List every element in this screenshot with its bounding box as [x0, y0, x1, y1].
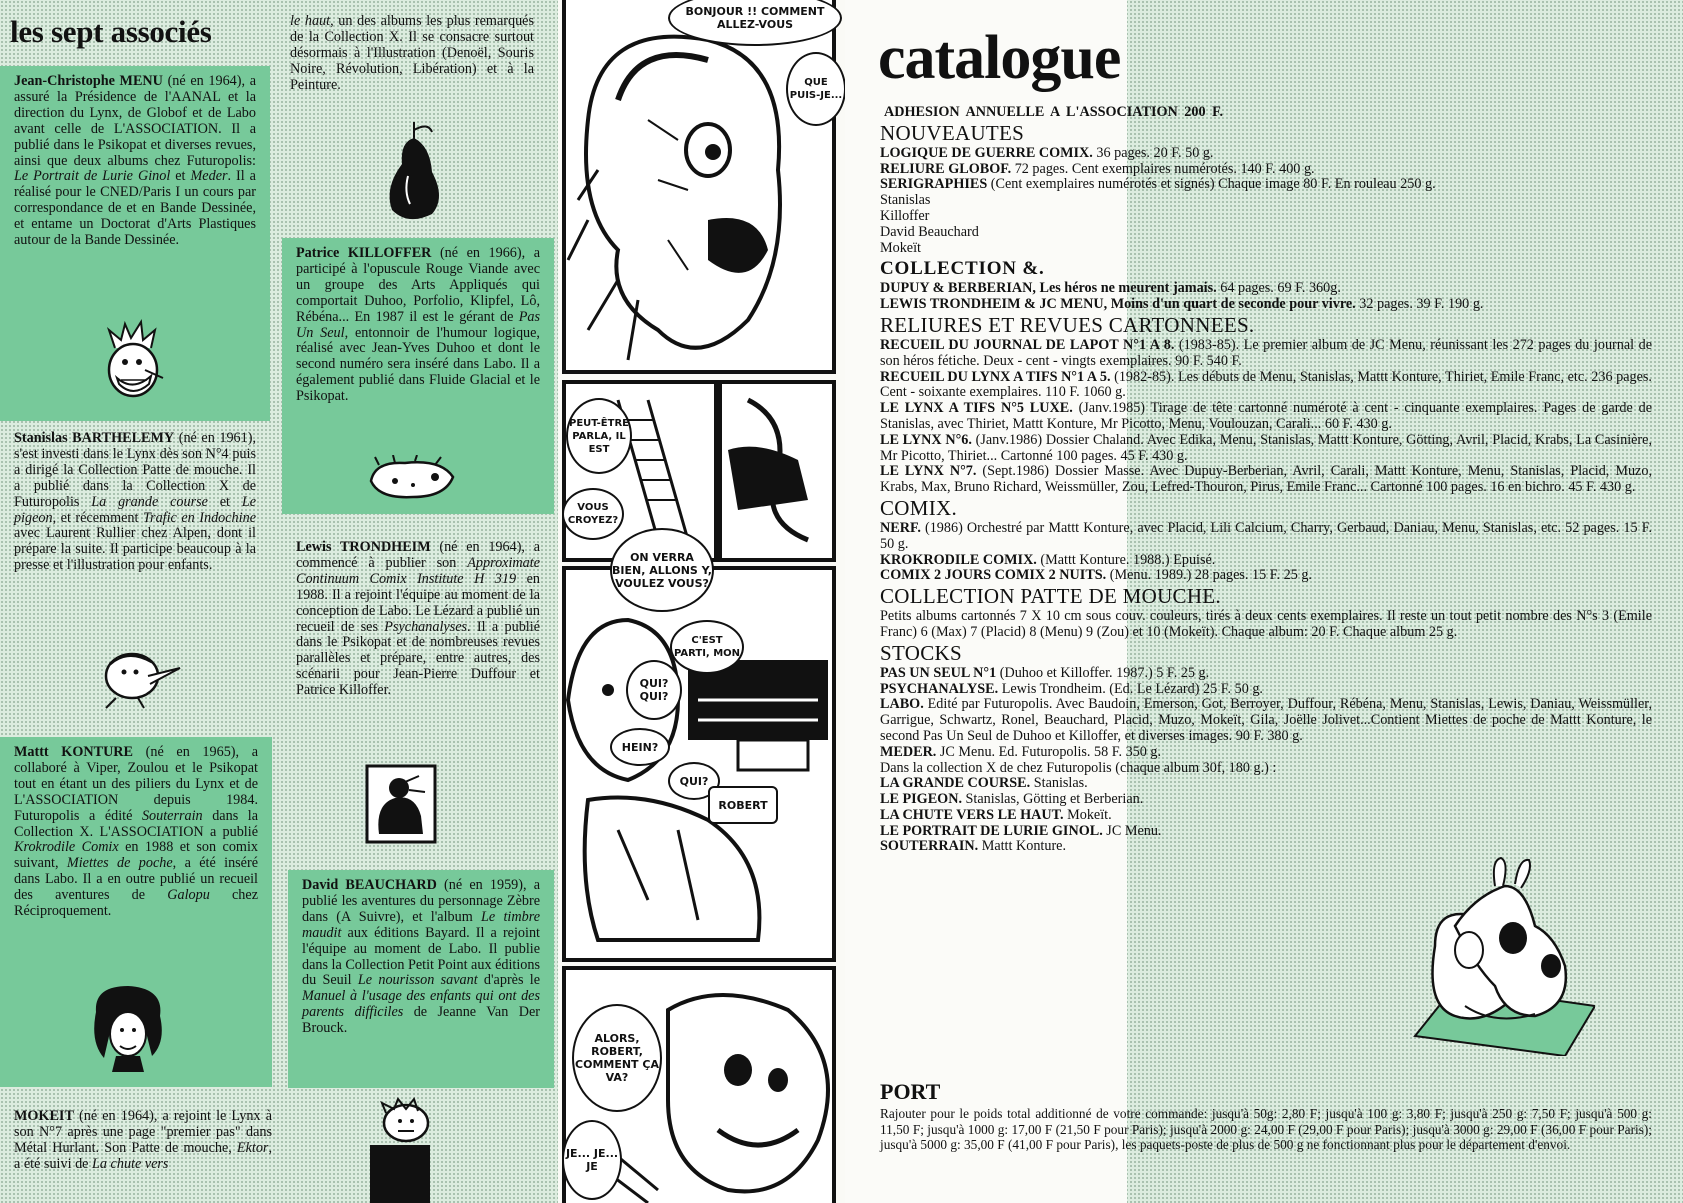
catalogue-item-title: MEDER.	[880, 743, 937, 760]
bio-title: Ektor	[236, 1139, 269, 1156]
catalogue-item	[880, 225, 1652, 241]
bio-mokeit-continued	[276, 6, 548, 121]
catalogue-item-details: Dans la collection X de chez Futuropolis (chaque album 30f, 180 g.) :	[880, 759, 1277, 776]
catalogue-item	[880, 761, 1652, 777]
catalogue-item-details: (1986) Orchestré par Mattt Konture, avec Placid, Lili Calcium, Charry, Gerbaud, Daniau, Menu, Stanislas, etc. 52 pages. 15 F. 50 g.	[880, 519, 1652, 552]
bio-mokeit	[0, 1101, 290, 1203]
bio-text: (né en 1959), a publié les aventures du personnage Zèbre dans (A Suivre), et l'album	[302, 877, 540, 925]
bio-name: David BEAUCHARD	[302, 877, 437, 893]
bio-text: en 1988 et son comix suivant,	[14, 839, 258, 872]
catalogue-item-title: LE LYNX A TIFS N°5 LUXE.	[880, 400, 1073, 417]
catalogue-item-title: RECUEIL DU LYNX A TIFS N°1 A 5.	[880, 368, 1111, 385]
catalogue-item	[880, 666, 1652, 682]
catalogue-item	[880, 241, 1652, 257]
bio-title: Pas Un Seul	[296, 308, 540, 341]
catalogue-item-title: DUPUY & BERBERIAN, Les héros ne meurent jamais.	[880, 280, 1217, 297]
catalogue-item	[880, 297, 1652, 313]
comic-strip	[558, 0, 845, 1203]
bio-text: , un des albums les plus remarqués de la Collection X. Il se consacre surtout désormais à l'Illustration (Denoël, Souris Noire, Révolution, Libération) et à la Peinture.	[290, 13, 534, 93]
catalogue-item-title: COMIX 2 JOURS COMIX 2 NUITS.	[880, 567, 1107, 584]
bio-text: et	[207, 493, 242, 510]
catalogue-item	[880, 162, 1652, 178]
port-text: Rajouter pour le poids total additionné de votre commande: jusqu'à 50g: 2,80 F; jusqu'à 100 g: 3,80 F; jusqu'à 250 g: 7,50 F; jusqu'à 500 g: 11,50 F; jusqu'à 1000 g: 17,00 F (21,50 F pour Paris); jusqu'à 2000 g: 24,00 F (29,00 F pour Paris); jusqu'à 3000 g: 29,00 F (36,00 F pour Paris); jusqu'à 5000 g: 35,00 F (41,00 F pour Paris), les paquets-poste de plus de 500 g ne fonctionnant plus pour le département d'envoi.	[880, 1106, 1652, 1152]
catalogue-body	[880, 105, 1652, 855]
bio-text: et	[170, 168, 191, 185]
speech-bubble: BONJOUR !! COMMENT ALLEZ-VOUS	[668, 0, 842, 46]
catalogue-item	[880, 193, 1652, 209]
catalogue-item	[880, 433, 1652, 465]
bio-text: de Jeanne Van Der Brouck.	[302, 1004, 540, 1037]
bio-name: Patrice KILLOFFER	[296, 245, 432, 261]
bio-text: , entonnoir de l'humour logique, réalisé avec Jean-Yves Duhoo et dont le second numéro sera inséré dans Labo. Il a également publié dans Fluide Glacial et le Psikopat.	[296, 324, 540, 405]
bio-title: le haut	[290, 13, 331, 29]
bio-trondheim	[282, 532, 554, 744]
catalogue-item	[880, 338, 1652, 370]
catalogue-item	[880, 682, 1652, 698]
bio-title: Psychanalyses	[384, 618, 468, 635]
bio-title: Meder	[190, 168, 228, 185]
trondheim-panel-drawing	[365, 764, 437, 844]
catalogue-item	[880, 792, 1652, 808]
catalogue-item-details: Stanislas	[880, 192, 931, 209]
catalogue-item-details: (1982-85). Les débuts de Menu, Stanislas, Mattt Konture, Thiriet, Emile Franc, etc. 236 pages. Cent - soixante exemplaires. 110 F. 1060 g.	[880, 368, 1652, 401]
bio-text: (né en 1965), a collaboré à Viper, Zoulou et le Psikopat tout en étant un des piliers du Lynx et de L'ASSOCIATION depuis 1984. Futuropolis a édité	[14, 744, 258, 824]
bio-text: dans la Collection X. L'ASSOCIATION a publié	[14, 807, 258, 840]
catalogue-item-title: PAS UN SEUL N°1	[880, 664, 997, 681]
bio-title: La grande course	[91, 493, 208, 510]
catalogue-item-title: PSYCHANALYSE.	[880, 680, 999, 697]
bio-text: (né en 1964), a commencé à publier son	[296, 539, 541, 571]
catalogue-item	[880, 697, 1652, 744]
catalogue-item-details: (Cent exemplaires numérotés et signés) Chaque image 80 F. En rouleau 250 g.	[987, 176, 1436, 193]
bio-name: Stanislas BARTHELEMY	[14, 430, 175, 446]
catalogue-item-details: JC Menu.	[1102, 822, 1162, 839]
bio-text: , a été inséré dans Labo. Il a en outre publié un recueil des aventures de	[14, 855, 258, 904]
bio-title: Le Portrait de Lurie Ginol	[14, 168, 171, 185]
catalogue-item	[880, 370, 1652, 402]
catalogue-item-title: LA GRANDE COURSE.	[880, 775, 1031, 792]
page-title-associes: les sept associés	[10, 14, 212, 49]
catalogue-item-details: (Mattt Konture. 1988.) Epuisé.	[1036, 551, 1216, 568]
catalogue-item	[880, 824, 1652, 840]
catalogue-title: catalogue	[878, 24, 1121, 92]
bio-text: , et récemment	[52, 509, 143, 526]
catalogue-item	[880, 209, 1652, 225]
bio-name: Mattt KONTURE	[14, 744, 134, 760]
catalogue-item-details: Stanislas, Götting et Berberian.	[962, 791, 1144, 808]
catalogue-item-title: LABO.	[880, 696, 924, 713]
catalogue-item	[880, 281, 1652, 297]
catalogue-item-details: Mokeït	[880, 239, 921, 256]
catalogue-item-details: 64 pages. 69 F. 360g.	[1216, 280, 1341, 297]
bio-title: Miettes de poche	[66, 855, 173, 872]
menu-portrait-drawing	[95, 318, 175, 412]
bio-title: La chute vers	[92, 1155, 169, 1172]
catalogue-item-title: LE LYNX N°7.	[880, 463, 977, 480]
catalogue-item-title: LE LYNX N°6.	[880, 431, 972, 448]
catalogue-item-details: (Janv.1985) Tirage de tête cartonné numéroté à cent - cinquante exemplaires. Pages de garde de Stanislas, avec Thiriet, Mattt Konture, Mr Picotto, Menu, Voulouzan, Carali... 60 F. 430 g.	[880, 400, 1653, 432]
catalogue-item	[880, 521, 1652, 553]
speech-bubble: QUI?	[668, 762, 720, 800]
speech-bubble: HEIN?	[610, 728, 670, 766]
killoffer-creature-drawing	[365, 455, 459, 503]
catalogue-item-details: Mokeït.	[1063, 806, 1112, 823]
catalogue-item	[880, 146, 1652, 162]
catalogue-item	[880, 776, 1652, 792]
catalogue-section-heading: STOCKS	[880, 640, 962, 665]
catalogue-item-details: Mattt Konture.	[978, 838, 1067, 855]
speech-bubble: QUI? QUI?	[626, 660, 682, 720]
catalogue-section-heading: COLLECTION PATTE DE MOUCHE.	[880, 584, 1221, 609]
bio-text: aux éditions Bayard. Il a rejoint l'équipe au moment de Labo. Il publie dans la Collection Petit Point aux éditions du Seuil	[302, 924, 541, 989]
catalogue-item-details: Lewis Trondheim. (Ed. Le Lézard) 25 F. 50 g.	[998, 680, 1263, 697]
catalogue-item	[880, 177, 1652, 193]
catalogue-item	[880, 568, 1652, 584]
catalogue-item-details: Stanislas.	[1030, 775, 1088, 792]
bio-text: (né en 1961), s'est investi dans le Lynx dès son N°4 puis a dirigé la Collection Patte de mouche. Il a publié dans la Collection X de Futuropolis	[14, 430, 257, 510]
speech-bubble: ROBERT	[708, 786, 778, 824]
catalogue-item-details: (1983-85). Le premier album de JC Menu, réunissant les 272 pages du journal de son héros fétiche. Deux - cent - vingts exemplaires. 90 F. 540 F.	[880, 336, 1652, 369]
catalogue-section-heading: COMIX.	[880, 495, 958, 520]
bio-title: Krokrodile Comix	[14, 839, 119, 856]
catalogue-item-title: LEWIS TRONDHEIM & JC MENU, Moins d'un quart de seconde pour vivre.	[880, 296, 1356, 313]
bio-title: Le nourisson savant	[357, 972, 478, 989]
pear-drawing	[380, 118, 450, 228]
bio-text: (né en 1964), a rejoint le Lynx à son N°7 après une page "premier pas" dans Métal Hurlant. Son Patte de mouche,	[14, 1108, 272, 1156]
speech-bubble: C'EST PARTI, MON	[670, 620, 744, 674]
catalogue-item-details: 72 pages. Cent exemplaires numérotés. 140 F. 400 g.	[1011, 160, 1315, 177]
catalogue-item	[880, 839, 1652, 855]
adhesion-line: ADHESION ANNUELLE A L'ASSOCIATION 200 F.	[884, 104, 1224, 120]
catalogue-item-details: David Beauchard	[880, 223, 979, 240]
bio-title: Approximate Continuum Comix Institute H 319	[296, 554, 540, 587]
speech-bubble: JE... JE... JE	[562, 1120, 622, 1200]
catalogue-item	[880, 808, 1652, 824]
konture-portrait-drawing	[86, 982, 170, 1074]
catalogue-item-details: JC Menu. Ed. Futuropolis. 58 F. 350 g.	[936, 743, 1162, 760]
bio-text: . Il a publié dans le Psikopat et de nombreuses revues parallèles et prépare, entre autres, des scénarii pour Jean-Pierre Duffour et Patrice Killoffer.	[296, 618, 540, 699]
catalogue-item-title: SERIGRAPHIES	[880, 176, 988, 193]
bio-name: Jean-Christophe MENU	[14, 73, 163, 89]
catalogue-item	[880, 464, 1652, 496]
catalogue-item-title: KROKRODILE COMIX.	[880, 551, 1037, 568]
catalogue-item-details: (Sept.1986) Dossier Masse. Avec Dupuy-Berberian, Avril, Carali, Mattt Konture, Menu, Stanislas, Placid, Muzo, Krabs, Max, Bruno Richard, Weissmüller, Zou, Lefred-Thouron, Pirus, Emile Franc... Cartonné 100 pages. 16 en bichro. 45 F. 430 g.	[880, 463, 1652, 496]
bio-title: Galopu	[167, 887, 210, 904]
catalogue-item-details: Killoffer	[880, 207, 930, 224]
port-heading: PORT	[880, 1079, 941, 1104]
catalogue-item-details: (Menu. 1989.) 28 pages. 15 F. 25 g.	[1106, 567, 1312, 584]
speech-bubble: ON VERRA BIEN, ALLONS Y, VOULEZ VOUS?	[610, 528, 714, 612]
bio-text: chez Réciproquement.	[14, 887, 258, 920]
catalogue-item-details: Edité par Futuropolis. Avec Baudoin, Emerson, Got, Berroyer, Duffour, Rébéna, Menu, Stanislas, Lewis, Daniau, Weissmüller, Garrigue, Schwartz, Ronel, Beauchard, Placid, Muzo, Mokeït, Gila, Joëlle Jolivet...Contient Miettes de poche de Mattt Konture, le second Pas Un Seul de Duhoo et Killoffer, et diverses images. 90 F. 380 g.	[880, 696, 1652, 744]
catalogue-item	[880, 609, 1652, 641]
bio-stanislas	[0, 423, 270, 633]
bio-text: . Il a réalisé pour le CNED/Paris I un cours par correspondance de et en Bande Dessinée, et entame un Doctorat d'Arts Plastiques autour de la Bande Dessinée.	[14, 168, 256, 249]
stanislas-portrait-drawing	[88, 640, 184, 710]
bio-text: , a été suivi de	[14, 1139, 272, 1172]
catalogue-section-heading: RELIURES ET REVUES CARTONNEES.	[880, 312, 1255, 337]
bio-text: avec Laurent Rullier chez Alpen, dont il prépare la suite. Il participe beaucoup à la presse et l'illustration pour enfants.	[14, 525, 256, 574]
bio-text: (né en 1966), a participé à l'opuscule Rouge Viande avec un groupe des Arts Appliqués qui comportait Duhoo, Porfolio, Klipfel, Lô, Rébéna... En 1987 il est le gérant de	[296, 245, 540, 325]
catalogue-item-title: LOGIQUE DE GUERRE COMIX.	[880, 144, 1093, 161]
catalogue-item-title: LE PIGEON.	[880, 791, 962, 808]
catalogue-item	[880, 401, 1652, 433]
bio-text: d'après le	[477, 972, 540, 989]
bio-title: Trafic en Indochine	[142, 509, 256, 526]
bio-title: Le timbre maudit	[302, 908, 540, 941]
catalogue-item-details: Petits albums cartonnés 7 X 10 cm sous couv. couleurs, tirés à deux cents exemplaires. Il reste un tout petit nombre des N°s 3 (Emile Franc) 6 (Max) 7 (Placid) 8 (Menu) 9 (Zou) et 10 (Mokeït). Chaque album: 20 F. Chaque album 25 g.	[880, 608, 1652, 640]
bio-title: Manuel à l'usage des enfants qui ont des parents difficiles	[302, 988, 540, 1021]
catalogue-item	[880, 553, 1652, 569]
bio-title: Souterrain	[141, 807, 203, 824]
catalogue-item-title: RELIURE GLOBOF.	[880, 160, 1012, 177]
catalogue-item-details: (Janv.1986) Dossier Chaland. Avec Edika, Menu, Stanislas, Mattt Konture, Götting, Avril, Placid, Krabs, La Casinière, Mr Picotto, Thiriet... Cartonné 100 pages. 45 F. 430 g.	[880, 431, 1652, 464]
bio-name: MOKEIT	[14, 1108, 74, 1124]
bio-beauchard	[288, 870, 554, 1088]
catalogue-item-details: (Duhoo et Killoffer. 1987.) 5 F. 25 g.	[996, 664, 1210, 681]
bio-name: Lewis TRONDHEIM	[296, 539, 431, 555]
catalogue-section-heading: COLLECTION &.	[880, 258, 1045, 280]
speech-bubble: VOUS CROYEZ?	[562, 488, 624, 540]
catalogue-item-title: LA CHUTE VERS LE HAUT.	[880, 806, 1064, 823]
catalogue-item-details: 36 pages. 20 F. 50 g.	[1092, 144, 1214, 161]
catalogue-item-title: LE PORTRAIT DE LURIE GINOL.	[880, 822, 1103, 839]
speech-bubble: QUE PUIS-JE...	[786, 52, 845, 126]
beauchard-portrait-drawing	[360, 1095, 450, 1203]
bio-text: (né en 1964), a assuré la Présidence de l'AANAL et la direction du Lynx, de Globof et de Labo avant celle de L'ASSOCIATION. Il a publié dans le Psikopat et diverses revues, ainsi que deux albums chez Futuropolis:	[14, 73, 256, 169]
speech-bubble: ALORS, ROBERT, COMMENT ÇA VA?	[572, 1004, 662, 1112]
catalogue-item-title: RECUEIL DU JOURNAL DE LAPOT N°1 A 8.	[880, 336, 1175, 353]
catalogue-item-title: SOUTERRAIN.	[880, 838, 979, 855]
bio-title: Le pigeon	[14, 493, 256, 526]
catalogue-item-title: NERF.	[880, 519, 921, 536]
catalogue-item-details: 32 pages. 39 F. 190 g.	[1355, 296, 1484, 313]
reading-creature-drawing	[1395, 856, 1595, 1056]
catalogue-item	[880, 745, 1652, 761]
speech-bubble: PEUT-ÊTRE PARLA, IL EST	[566, 398, 632, 474]
catalogue-section-heading: NOUVEAUTES	[880, 120, 1025, 145]
bio-text: en 1988. Il a rejoint l'équipe au moment de la conception de Labo. Le Lézard a publié un recueil de ses	[296, 570, 540, 635]
